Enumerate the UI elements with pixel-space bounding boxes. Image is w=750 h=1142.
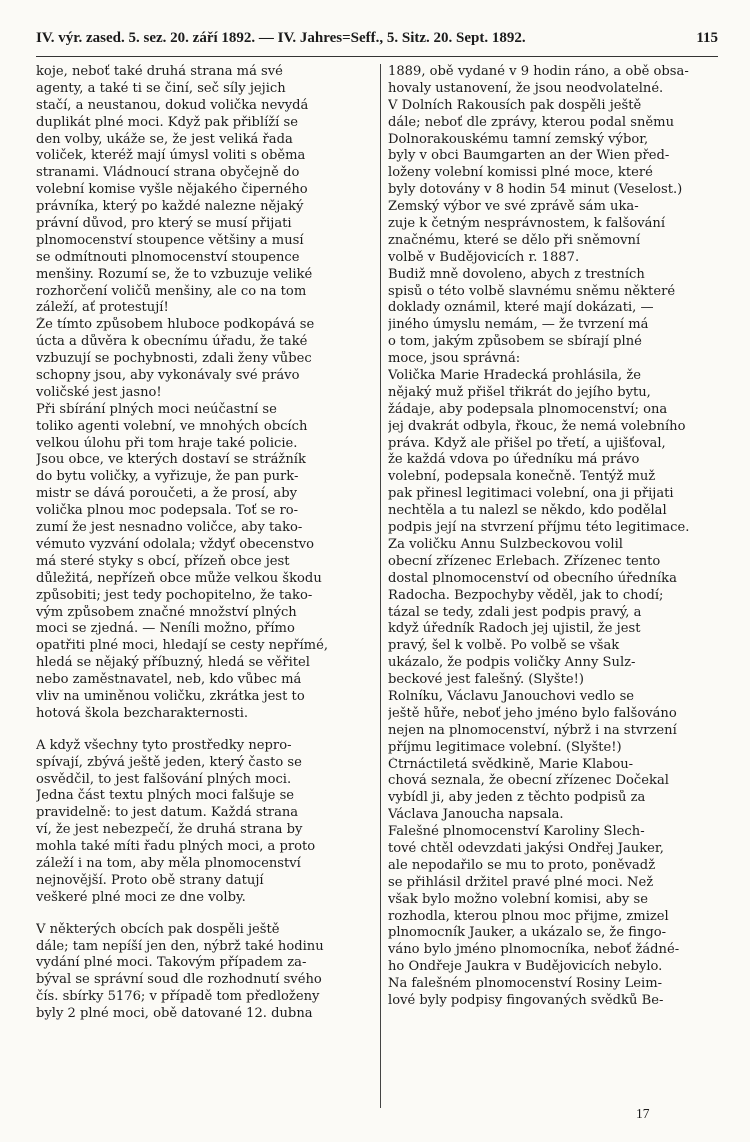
- text-line: vým způsobem značné množství plných: [36, 604, 297, 620]
- text-line: pravý, šel k volbě. Po volbě se však: [388, 638, 620, 654]
- text-line: V některých obcích pak dospěli ještě: [36, 921, 280, 937]
- text-line: veškeré plné moci ze dne volby.: [36, 889, 246, 905]
- text-line: volební, podepsala konečně. Tentýž muž: [388, 469, 656, 485]
- text-line: nechtěla a tu nalezl se někdo, kdo podělal: [388, 503, 667, 519]
- text-line: Zemský výbor ve své zprávě sám uka-: [388, 199, 639, 215]
- text-line: koje, neboť také druhá strana má své: [36, 64, 283, 79]
- text-line: zuje k četným nesprávnostem, k falšování: [388, 216, 666, 232]
- text-line: ještě hůře, neboť jeho jméno bylo falšováno: [388, 705, 677, 721]
- text-line: toliko agenti volební, ve mnohých obcích: [36, 418, 308, 434]
- text-line: váno bylo jméno plnomocníka, neboť žádné-: [388, 942, 680, 958]
- text-line: opatřiti plné moci, hledají se cesty nepřímé,: [36, 638, 329, 654]
- text-line: právní důvod, pro který se musí přijati: [36, 216, 292, 232]
- paragraph-gap: [36, 723, 374, 738]
- text-line: Při sbírání plných moci neúčastní se: [36, 401, 277, 417]
- text-line: schopny jsou, aby vykonávaly své právo: [36, 368, 300, 384]
- text-line: vzbuzují se pochybnosti, zdali ženy vůbec: [36, 351, 312, 367]
- text-line: lové byly podpisy fingovaných svědků Be-: [388, 992, 664, 1008]
- text-line: pak přinesl legitimaci volební, ona ji přijati: [388, 486, 674, 502]
- text-line: spívají, zbývá ještě jeden, který často se: [36, 754, 302, 770]
- text-line: obecní zřízenec Erlebach. Zřízenec tento: [388, 553, 661, 569]
- text-line: A když všechny tyto prostředky nepro-: [36, 737, 292, 753]
- text-line: vliv na uminěnou voličku, zkrátka jest to: [36, 688, 305, 704]
- text-line: Volička Marie Hradecká prohlásila, že: [388, 368, 641, 384]
- text-line: Václava Janoucha napsala.: [388, 807, 564, 823]
- text-line: ukázalo, že podpis voličky Anny Sulz-: [388, 655, 636, 671]
- text-line: Za voličku Annu Sulzbeckovou volil: [388, 536, 623, 552]
- text-line: Budiž mně dovoleno, abych z trestních: [388, 266, 645, 282]
- text-line: Na falešném plnomocenství Rosiny Leim-: [388, 976, 663, 992]
- text-line: moce, jsou správná:: [388, 351, 521, 367]
- text-line: vémuto vyzvání odolala; vždyť obecenstvo: [36, 536, 314, 552]
- text-line: voličské jest jasno!: [36, 384, 162, 400]
- text-line: tové chtěl odevzdati jakýsi Ondřej Jauker,: [388, 840, 664, 856]
- text-line: ho Ondřeje Jaukra v Budějovicích nebylo.: [388, 959, 663, 975]
- column-separator: [380, 64, 381, 1108]
- text-line: mohla také míti řadu plných moci, a proto: [36, 839, 316, 855]
- text-line: stranami. Vládnoucí strana obyčejně do: [36, 165, 300, 181]
- text-line: ale nepodařilo se mu to proto, poněvadž: [388, 857, 656, 873]
- text-line: nějaký muž přišel třikrát do jejího bytu,: [388, 384, 651, 400]
- text-line: že každá vdova po úředníku má právo: [388, 452, 640, 468]
- text-line: hotová škola bezcharakternosti.: [36, 705, 249, 721]
- text-line: chová seznala, že obecní zřízenec Dočekal: [388, 773, 669, 789]
- text-line: Jsou obce, ve kterých dostaví se strážník: [36, 452, 306, 468]
- text-line: Radocha. Bezpochyby věděl, jak to chodí;: [388, 587, 664, 603]
- signature-mark: 17: [636, 1106, 650, 1121]
- text-line: dále; neboť dle zprávy, kterou podal sněmu: [388, 114, 675, 130]
- text-line: Čtrnáctiletá svědkině, Marie Klabou-: [388, 756, 634, 772]
- text-line: jiného úmyslu nemám, — že tvrzení má: [388, 317, 649, 333]
- text-line: má steré styky s obcí, přízeň obce jest: [36, 553, 290, 569]
- text-line: menšiny. Rozumí se, že to vzbuzuje veliké: [36, 266, 313, 282]
- text-line: záleží i na tom, aby měla plnomocenství: [36, 855, 301, 871]
- text-line: důležitá, nepřízeň obce může velkou škodu: [36, 570, 322, 586]
- text-line: byly 2 plné moci, obě datované 12. dubna: [36, 1006, 313, 1022]
- text-line: hovaly ustanovení, že jsou neodvolatelné.: [388, 80, 664, 96]
- text-line: den volby, ukáže se, že jest veliká řada: [36, 131, 293, 147]
- text-line: zumí že jest nesnadno voličce, aby tako-: [36, 520, 303, 536]
- text-line: rozhorčení voličů menšiny, ale co na tom: [36, 283, 307, 299]
- text-line: dále; tam nepíší jen den, nýbrž také hodinu: [36, 938, 324, 954]
- text-line: ví, že jest nebezpečí, že druhá strana by: [36, 822, 303, 838]
- text-line: volební komise vyšle nějakého čiperného: [36, 182, 308, 198]
- text-line: nebo zaměstnavatel, neb, kdo vůbec má: [36, 672, 302, 688]
- text-line: V Dolních Rakousích pak dospěli ještě: [388, 97, 642, 113]
- header-title: IV. výr. zased. 5. sez. 20. září 1892. — IV. Jahres=Seff., 5. Sitz. 20. Sept. 1892.: [36, 30, 526, 46]
- left-column: [36, 64, 374, 1023]
- text-line: vydání plné moci. Takovým případem za-: [36, 955, 307, 971]
- text-line: do bytu voličky, a vyřizuje, že pan purk-: [36, 469, 299, 485]
- text-line: doklady oznámil, které mají dokázati, —: [388, 300, 654, 316]
- text-line: býval se správní soud dle rozhodnutí svého: [36, 972, 322, 988]
- text-line: tázal se tedy, zdali jest podpis pravý, a: [388, 604, 642, 620]
- text-line: pravidelně: to jest datum. Každá strana: [36, 805, 299, 821]
- text-line: voliček, kteréž mají úmysl voliti s oběma: [36, 148, 306, 164]
- text-line: práva. Když ale přišel po třetí, a ujišťoval,: [388, 435, 666, 451]
- text-line: žádaje, aby podepsala plnomocenství; ona: [388, 401, 668, 417]
- text-line: plnomocenství stoupence většiny a musí: [36, 232, 304, 248]
- header-rule: [36, 56, 718, 57]
- text-line: příjmu legitimace volební. (Slyšte!): [388, 739, 622, 755]
- text-line: mistr se dává poroučeti, a že prosí, aby: [36, 486, 298, 502]
- text-line: o tom, jakým způsobem se sbírají plné: [388, 334, 642, 350]
- text-line: se odmítnouti plnomocenství stoupence: [36, 249, 300, 265]
- text-line: vybídl ji, aby jeden z těchto podpisů za: [388, 790, 646, 806]
- text-line: právníka, který po každé nalezne nějaký: [36, 199, 304, 215]
- text-line: značnému, které se dělo při sněmovní: [388, 232, 641, 248]
- text-line: plnomocník Jauker, a ukázalo se, že fingo-: [388, 925, 667, 941]
- text-line: nejen na plnomocenství, nýbrž i na stvrzení: [388, 722, 677, 738]
- right-column: [388, 64, 720, 1010]
- text-line: moci se zjedná. — Neníli možno, přímo: [36, 621, 295, 637]
- text-line: Dolnorakouskému tamní zemský výbor,: [388, 131, 649, 147]
- paragraph-gap: [36, 907, 374, 922]
- text-line: stačí, a neustanou, dokud volička nevydá: [36, 97, 309, 113]
- text-line: když úředník Radoch jej ujistil, že jest: [388, 621, 641, 637]
- text-line: dostal plnomocenství od obecního úředníka: [388, 570, 677, 586]
- text-line: Rolníku, Václavu Janouchovi vedlo se: [388, 688, 635, 704]
- text-line: 1889, obě vydané v 9 hodin ráno, a obě obsa-: [388, 64, 689, 79]
- text-line: jej dvakrát odbyla, řkouc, že nemá volebního: [388, 418, 686, 434]
- text-line: úcta a důvěra k obecnímu úřadu, že také: [36, 334, 308, 350]
- text-line: čís. sbírky 5176; v případě tom předloženy: [36, 989, 320, 1005]
- text-line: hledá se nějaký příbuzný, hledá se věřitel: [36, 655, 310, 671]
- text-line: byly dotovány v 8 hodin 54 minut (Veselost.): [388, 182, 683, 198]
- text-line: volbě v Budějovicích r. 1887.: [388, 249, 580, 265]
- text-line: Jedna část textu plných moci falšuje se: [36, 788, 295, 804]
- text-line: loženy volební komissi plné moce, které: [388, 165, 653, 181]
- text-line: spisů o této volbě slavnému sněmu některé: [388, 283, 676, 299]
- text-line: však bylo možno volební komisi, aby se: [388, 891, 648, 907]
- text-line: volička plnou moc podepsala. Toť se ro-: [36, 503, 299, 519]
- text-line: beckové jest falešný. (Slyšte!): [388, 672, 585, 688]
- text-line: způsobiti; jest tedy pochopitelno, že tako-: [36, 587, 313, 603]
- text-line: Že tímto způsobem hluboce podkopává se: [36, 317, 315, 333]
- text-line: osvědčil, to jest falšování plných moci.: [36, 771, 292, 787]
- page-number: 115: [696, 30, 718, 46]
- text-line: se přihlásil držitel pravé plné moci. Než: [388, 874, 654, 890]
- text-line: duplikát plné moci. Když pak přiblíží se: [36, 114, 299, 130]
- text-line: nejnovější. Proto obě strany datují: [36, 872, 264, 888]
- text-line: záleží, ať protestují!: [36, 300, 169, 316]
- text-line: byly v obci Baumgarten an der Wien před-: [388, 148, 670, 164]
- text-line: podpis její na stvrzení příjmu této legitimace.: [388, 520, 690, 536]
- text-line: rozhodla, kterou plnou moc přijme, zmizel: [388, 908, 669, 924]
- text-line: velkou úlohu při tom hraje také policie.: [36, 435, 298, 451]
- running-header: [36, 30, 718, 54]
- text-line: Falešné plnomocenství Karoliny Šlech-: [388, 824, 645, 840]
- text-line: agenty, a také ti se činí, seč síly jejich: [36, 80, 286, 96]
